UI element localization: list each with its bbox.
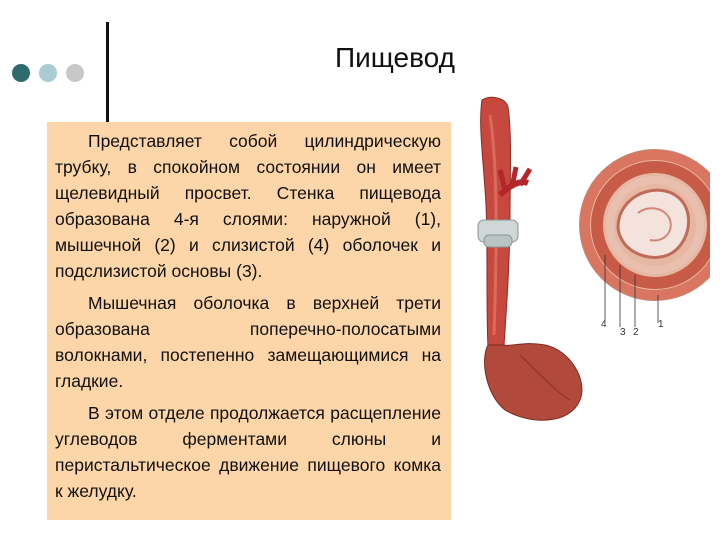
- esophagus-illustration: [460, 95, 710, 425]
- label-2: 2: [633, 327, 639, 338]
- label-4: 4: [601, 319, 607, 330]
- stomach: [485, 344, 582, 421]
- cross-section: [580, 150, 710, 300]
- trachea-bifurcation: [478, 220, 518, 247]
- label-1: 1: [658, 319, 664, 330]
- paragraph-2: Мышечная оболочка в верхней трети образована поперечно-полосатыми волокнами, постепенно замещающимися на гладкие.: [55, 293, 441, 391]
- text-box: [47, 122, 451, 520]
- label-3: 3: [620, 327, 626, 338]
- title-divider: [106, 22, 109, 130]
- dot-light-blue: [39, 64, 57, 82]
- decorative-dots: [12, 64, 84, 82]
- paragraph-1: Представляет собой цилиндрическую трубку, в спокойном состоянии он имеет щелевидный просвет. Стенка пищевода образована 4-я слоями: наружной (1), мышечной (2) и слизистой (4) оболочек и подслизистой основы (3).: [55, 131, 441, 281]
- dot-gray: [66, 64, 84, 82]
- paragraph-3: В этом отделе продолжается расщепление углеводов ферментами слюны и перистальтическое движение пищевого комка к желудку.: [55, 403, 441, 501]
- slide-title: Пищевод: [335, 42, 455, 73]
- dot-dark: [12, 64, 30, 82]
